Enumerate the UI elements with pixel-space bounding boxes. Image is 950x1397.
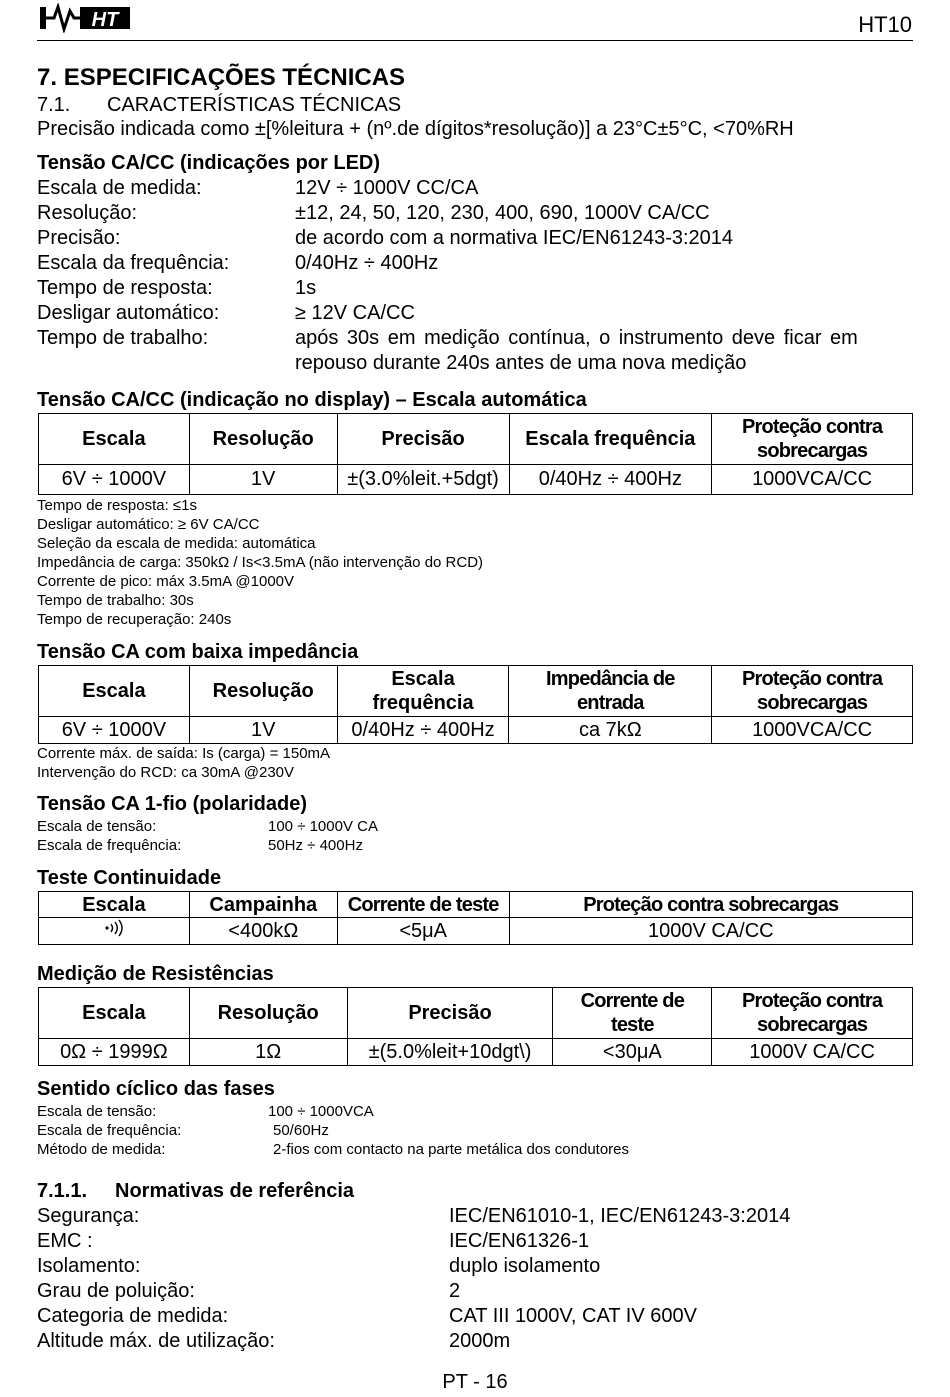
led-label: Escala da frequência:	[37, 252, 230, 274]
display-notes	[37, 496, 483, 629]
table-row	[39, 465, 913, 495]
ht-logo-icon	[40, 3, 132, 33]
table-cell: 1V	[189, 717, 337, 744]
table-cell: <5μA	[337, 918, 509, 945]
table-row	[39, 918, 913, 945]
led-label: Tempo de trabalho:	[37, 327, 209, 349]
norm-label: Altitude máx. de utilização:	[37, 1330, 275, 1352]
norm-row	[37, 1205, 791, 1228]
phase-label: Escala de tensão:	[37, 1103, 157, 1120]
header-line: sobrecargas	[757, 1014, 868, 1036]
resistance-table	[38, 987, 913, 1066]
note-line: Impedância de carga: 350kΩ / Is<3.5mA (não intervenção do RCD)	[37, 554, 484, 571]
header-line: Corrente de	[580, 990, 685, 1012]
norm-row	[37, 1305, 697, 1328]
table-cell: <400kΩ	[189, 918, 337, 945]
phase-label: Método de medida:	[37, 1141, 166, 1158]
table-header-cell: Corrente de teste	[337, 892, 509, 918]
phase-row	[37, 1122, 329, 1139]
table-header-cell: Precisão	[347, 988, 553, 1039]
table-header-row	[39, 414, 913, 465]
table-header-row	[39, 988, 913, 1039]
table-header-cell	[509, 666, 712, 717]
norm-row	[37, 1230, 590, 1253]
note-line: Corrente de pico: máx 3.5mA @1000V	[37, 573, 295, 590]
buzzer-icon	[99, 919, 129, 937]
display-table	[38, 413, 913, 495]
table-cell	[39, 918, 190, 945]
phase-value: 50/60Hz	[273, 1122, 329, 1139]
led-value: 0/40Hz ÷ 400Hz	[295, 252, 439, 274]
phase-value: 100 ÷ 1000VCA	[268, 1103, 374, 1120]
norms-title	[37, 1180, 354, 1203]
table-header-cell	[553, 988, 712, 1039]
table-cell: 6V ÷ 1000V	[39, 717, 190, 744]
table-cell: 1000V CA/CC	[509, 918, 912, 945]
phase-row	[37, 1141, 630, 1158]
section-number: 7.	[37, 64, 58, 91]
table-header-cell	[712, 666, 913, 717]
led-value: ±12, 24, 50, 120, 230, 400, 690, 1000V CA/CC	[295, 202, 710, 224]
header-line: frequência	[372, 692, 474, 714]
table-cell: ±(5.0%leit+10dgt\)	[347, 1039, 553, 1066]
header-line: sobrecargas	[757, 440, 868, 462]
norm-row	[37, 1280, 461, 1303]
note-line: Corrente máx. de saída: Is (carga) = 150mA	[37, 745, 331, 762]
onewire-row	[37, 818, 378, 835]
norm-value: 2	[449, 1280, 461, 1302]
brand-text: HT	[91, 9, 119, 31]
table-cell: 1Ω	[189, 1039, 347, 1066]
resistance-title: Medição de Resistências	[37, 963, 274, 985]
led-label: Desligar automático:	[37, 302, 220, 324]
onewire-value: 50Hz ÷ 400Hz	[268, 837, 363, 854]
table-header-cell: Proteção contra sobrecargas	[509, 892, 912, 918]
norm-label: EMC :	[37, 1230, 93, 1252]
table-header-cell: Escala	[39, 988, 190, 1039]
onewire-title: Tensão CA 1-fio (polaridade)	[37, 793, 308, 815]
section-title-text: ESPECIFICAÇÕES TÉCNICAS	[63, 64, 406, 91]
led-value: após 30s em medição contínua, o instrumento deve ficar em	[295, 327, 858, 349]
phase-label: Escala de frequência:	[37, 1122, 182, 1139]
led-label: Resolução:	[37, 202, 138, 224]
onewire-label: Escala de tensão:	[37, 818, 157, 835]
ht-logo	[40, 3, 132, 33]
header-line: sobrecargas	[757, 692, 868, 714]
table-cell: 1V	[189, 465, 337, 495]
norms-number: 7.1.1.	[37, 1180, 88, 1202]
norm-value: CAT III 1000V, CAT IV 600V	[449, 1305, 697, 1327]
norm-value: IEC/EN61326-1	[449, 1230, 590, 1252]
lowz-notes	[37, 744, 330, 782]
norm-label: Grau de poluição:	[37, 1280, 195, 1302]
table-cell: 1000VCA/CC	[712, 465, 913, 495]
table-cell: 0/40Hz ÷ 400Hz	[509, 465, 712, 495]
led-value: ≥ 12V CA/CC	[295, 302, 415, 324]
header-line: Proteção contra	[741, 668, 883, 690]
note-line: Intervenção do RCD: ca 30mA @230V	[37, 764, 295, 781]
note-line: Desligar automático: ≥ 6V CA/CC	[37, 516, 260, 533]
table-header-cell: Resolução	[189, 666, 337, 717]
table-cell: 1000VCA/CC	[712, 717, 913, 744]
table-cell: 1000V CA/CC	[712, 1039, 913, 1066]
lowz-table	[38, 665, 913, 744]
table-header-cell: Campainha	[189, 892, 337, 918]
led-value: de acordo com a normativa IEC/EN61243-3:2014	[295, 227, 734, 249]
norm-value: duplo isolamento	[449, 1255, 601, 1277]
table-header-cell	[337, 666, 509, 717]
accuracy-note: Precisão indicada como ±[%leitura + (nº.de dígitos*resolução)] a 23°C±5°C, <70%RH	[37, 118, 794, 140]
led-value: 12V ÷ 1000V CC/CA	[295, 177, 479, 199]
norm-row	[37, 1255, 601, 1278]
continuity-table	[38, 891, 913, 945]
continuity-title: Teste Continuidade	[37, 867, 222, 889]
note-line: Tempo de recuperação: 240s	[37, 611, 232, 628]
table-cell: 6V ÷ 1000V	[39, 465, 190, 495]
table-cell: 0/40Hz ÷ 400Hz	[337, 717, 509, 744]
table-header-cell: Escala	[39, 666, 190, 717]
header-line: Proteção contra	[741, 990, 883, 1012]
led-value: repouso durante 240s antes de uma nova medição	[295, 352, 747, 374]
header-line: Impedância de	[546, 668, 675, 690]
subsection-number: 7.1.	[37, 94, 71, 116]
norm-row	[37, 1330, 511, 1353]
note-line: Tempo de trabalho: 30s	[37, 592, 194, 609]
led-value: 1s	[295, 277, 317, 299]
table-header-cell: Precisão	[337, 414, 509, 465]
norms-title-text: Normativas de referência	[115, 1180, 355, 1202]
norm-value: 2000m	[449, 1330, 511, 1352]
phase-value: 2-fios com contacto na parte metálica dos condutores	[273, 1141, 630, 1158]
lowz-title: Tensão CA com baixa impedância	[37, 641, 359, 663]
header-divider	[37, 40, 913, 41]
header-line: Escala	[391, 668, 455, 690]
header-line: teste	[610, 1014, 654, 1036]
table-header-cell: Resolução	[189, 414, 337, 465]
table-cell: 0Ω ÷ 1999Ω	[39, 1039, 190, 1066]
table-row	[39, 717, 913, 744]
table-header-cell	[712, 414, 913, 465]
subsection-title	[37, 94, 401, 117]
table-header-row	[39, 666, 913, 717]
led-label: Tempo de resposta:	[37, 277, 213, 299]
table-cell: ca 7kΩ	[509, 717, 712, 744]
onewire-row	[37, 837, 363, 854]
table-header-cell: Escala frequência	[509, 414, 712, 465]
header-line: Proteção contra	[741, 416, 883, 438]
phase-title: Sentido cíclico das fases	[37, 1078, 275, 1100]
table-cell: ±(3.0%leit.+5dgt)	[337, 465, 509, 495]
norm-value: IEC/EN61010-1, IEC/EN61243-3:2014	[449, 1205, 791, 1227]
table-header-row	[39, 892, 913, 918]
table-header-cell: Escala	[39, 414, 190, 465]
subsection-title-text: CARACTERÍSTICAS TÉCNICAS	[107, 94, 402, 116]
table-header-cell	[712, 988, 913, 1039]
phase-row	[37, 1103, 374, 1120]
note-line: Tempo de resposta: ≤1s	[37, 497, 197, 514]
page-number: PT - 16	[442, 1371, 508, 1393]
table-cell: <30μA	[553, 1039, 712, 1066]
table-header-cell: Escala	[39, 892, 190, 918]
norm-label: Isolamento:	[37, 1255, 141, 1277]
onewire-label: Escala de frequência:	[37, 837, 182, 854]
display-title: Tensão CA/CC (indicação no display) – Escala automática	[37, 389, 587, 411]
led-title: Tensão CA/CC (indicações por LED)	[37, 152, 381, 174]
norm-label: Segurança:	[37, 1205, 140, 1227]
header-line: entrada	[576, 692, 644, 714]
section-title	[37, 64, 405, 92]
table-header-cell: Resolução	[189, 988, 347, 1039]
model-name: HT10	[858, 12, 912, 37]
led-label: Escala de medida:	[37, 177, 202, 199]
note-line: Seleção da escala de medida: automática	[37, 535, 316, 552]
table-row	[39, 1039, 913, 1066]
led-label: Precisão:	[37, 227, 121, 249]
norm-label: Categoria de medida:	[37, 1305, 229, 1327]
onewire-value: 100 ÷ 1000V CA	[268, 818, 378, 835]
